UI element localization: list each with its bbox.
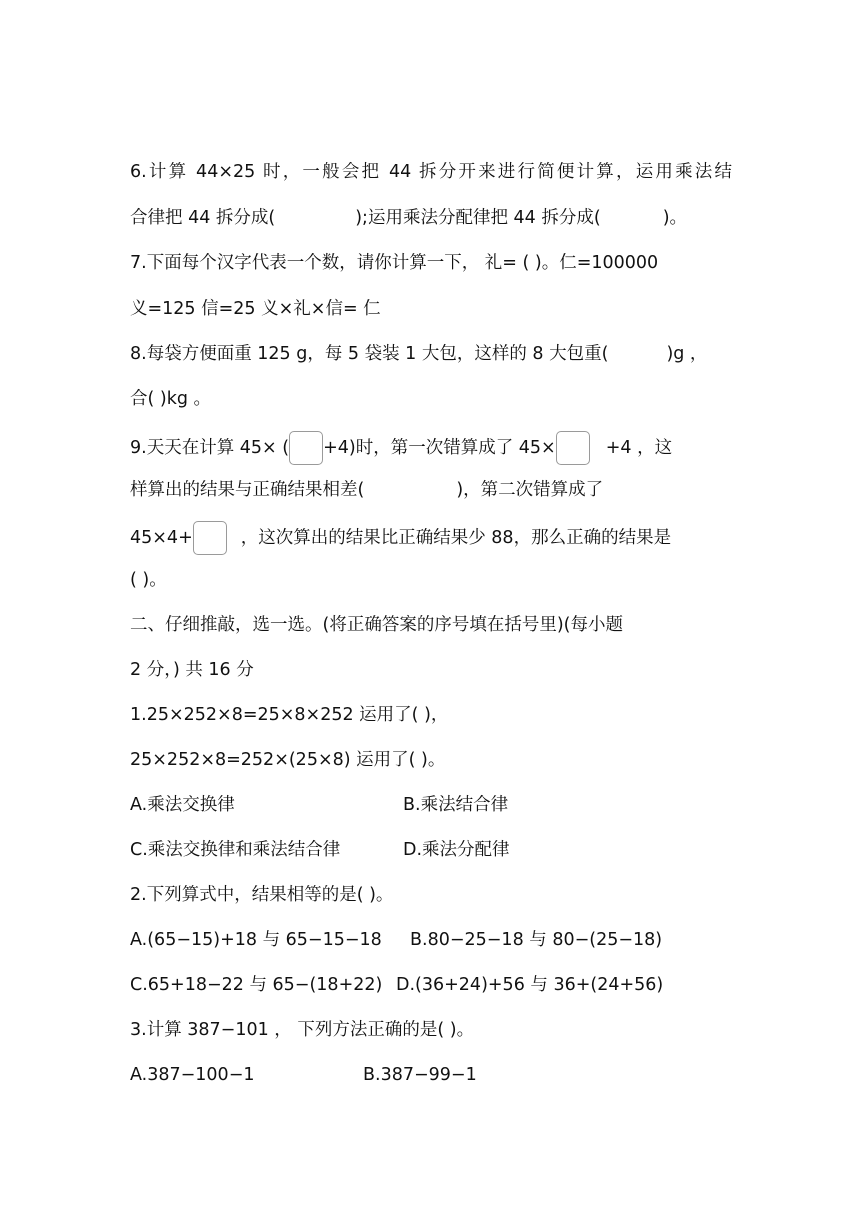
q6-text-a: 合律把 44 拆分成( [130,208,276,228]
q3-options-row-1 [130,1063,732,1087]
q9-text-e: )，第二次错算成了 [456,480,604,500]
q3-stem: 3.计算 387−101 ， 下列方法正确的是( )。 [130,1020,475,1040]
q7-line-2: 义=125 信=25 义×礼×信= 仁 [130,299,381,319]
q2-option-c: C.65+18−22 与 65−(18+22) [130,975,383,995]
q9-line-3 [130,521,732,555]
q8-text-a: 8.每袋方便面重 125 g，每 5 袋装 1 大包，这样的 8 大包重( [130,344,609,364]
q6-line-2 [130,206,732,230]
blank-box-2[interactable] [556,431,590,465]
q1-option-a: A.乘法交换律 [130,795,235,815]
q1-line-1: 1.25×252×8=25×8×252 运用了( )， [130,705,449,725]
blank-box-1[interactable] [289,431,323,465]
q9-text-b: +4)时，第一次错算成了 45× [323,438,556,458]
q3-option-a: A.387−100−1 [130,1065,255,1085]
q9-line-2 [130,478,732,502]
q9-line-1 [130,431,732,465]
q6-line-1: 6.计算 44×25 时，一般会把 44 拆分开来进行简便计算，运用乘法结 [130,162,732,182]
q9-text-c: +4 ，这 [605,438,673,458]
section-2-heading-cont: 2 分，) 共 16 分 [130,660,254,680]
q1-option-c: C.乘法交换律和乘法结合律 [130,840,341,860]
q2-option-b: B.80−25−18 与 80−(25−18) [410,930,663,950]
q8-line-2: 合( )kg 。 [130,389,212,409]
q9-text-d: 样算出的结果与正确结果相差( [130,480,365,500]
q2-stem: 2.下列算式中，结果相等的是( )。 [130,885,394,905]
q9-text-a: 9.天天在计算 45× ( [130,438,290,458]
q1-option-d: D.乘法分配律 [403,840,510,860]
q3-option-b: B.387−99−1 [363,1065,477,1085]
q8-line-1 [130,342,732,366]
q9-text-g: ，这次算出的结果比正确结果少 88，那么正确的结果是 [240,528,672,548]
q2-options-row-1 [130,928,732,952]
q2-option-a: A.(65−15)+18 与 65−15−18 [130,930,382,950]
q1-options-row-2 [130,838,732,862]
q6-text-b: );运用乘法分配律把 44 拆分成( [355,208,601,228]
section-2-heading: 二、仔细推敲，选一选。(将正确答案的序号填在括号里)(每小题 [130,615,623,635]
q2-option-d: D.(36+24)+56 与 36+(24+56) [396,975,664,995]
q2-options-row-2 [130,973,732,997]
q9-text-f: 45×4+ [130,528,193,548]
blank-box-3[interactable] [193,521,227,555]
q8-text-b: )g ， [666,344,708,364]
q9-line-4: ( )。 [130,570,167,590]
q1-options-row-1 [130,793,732,817]
q6-text-c: )。 [662,208,688,228]
q1-option-b: B.乘法结合律 [403,795,509,815]
q1-line-2: 25×252×8=252×(25×8) 运用了( )。 [130,750,446,770]
q7-line-1: 7.下面每个汉字代表一个数，请你计算一下， 礼= ( )。仁=100000 [130,253,659,273]
